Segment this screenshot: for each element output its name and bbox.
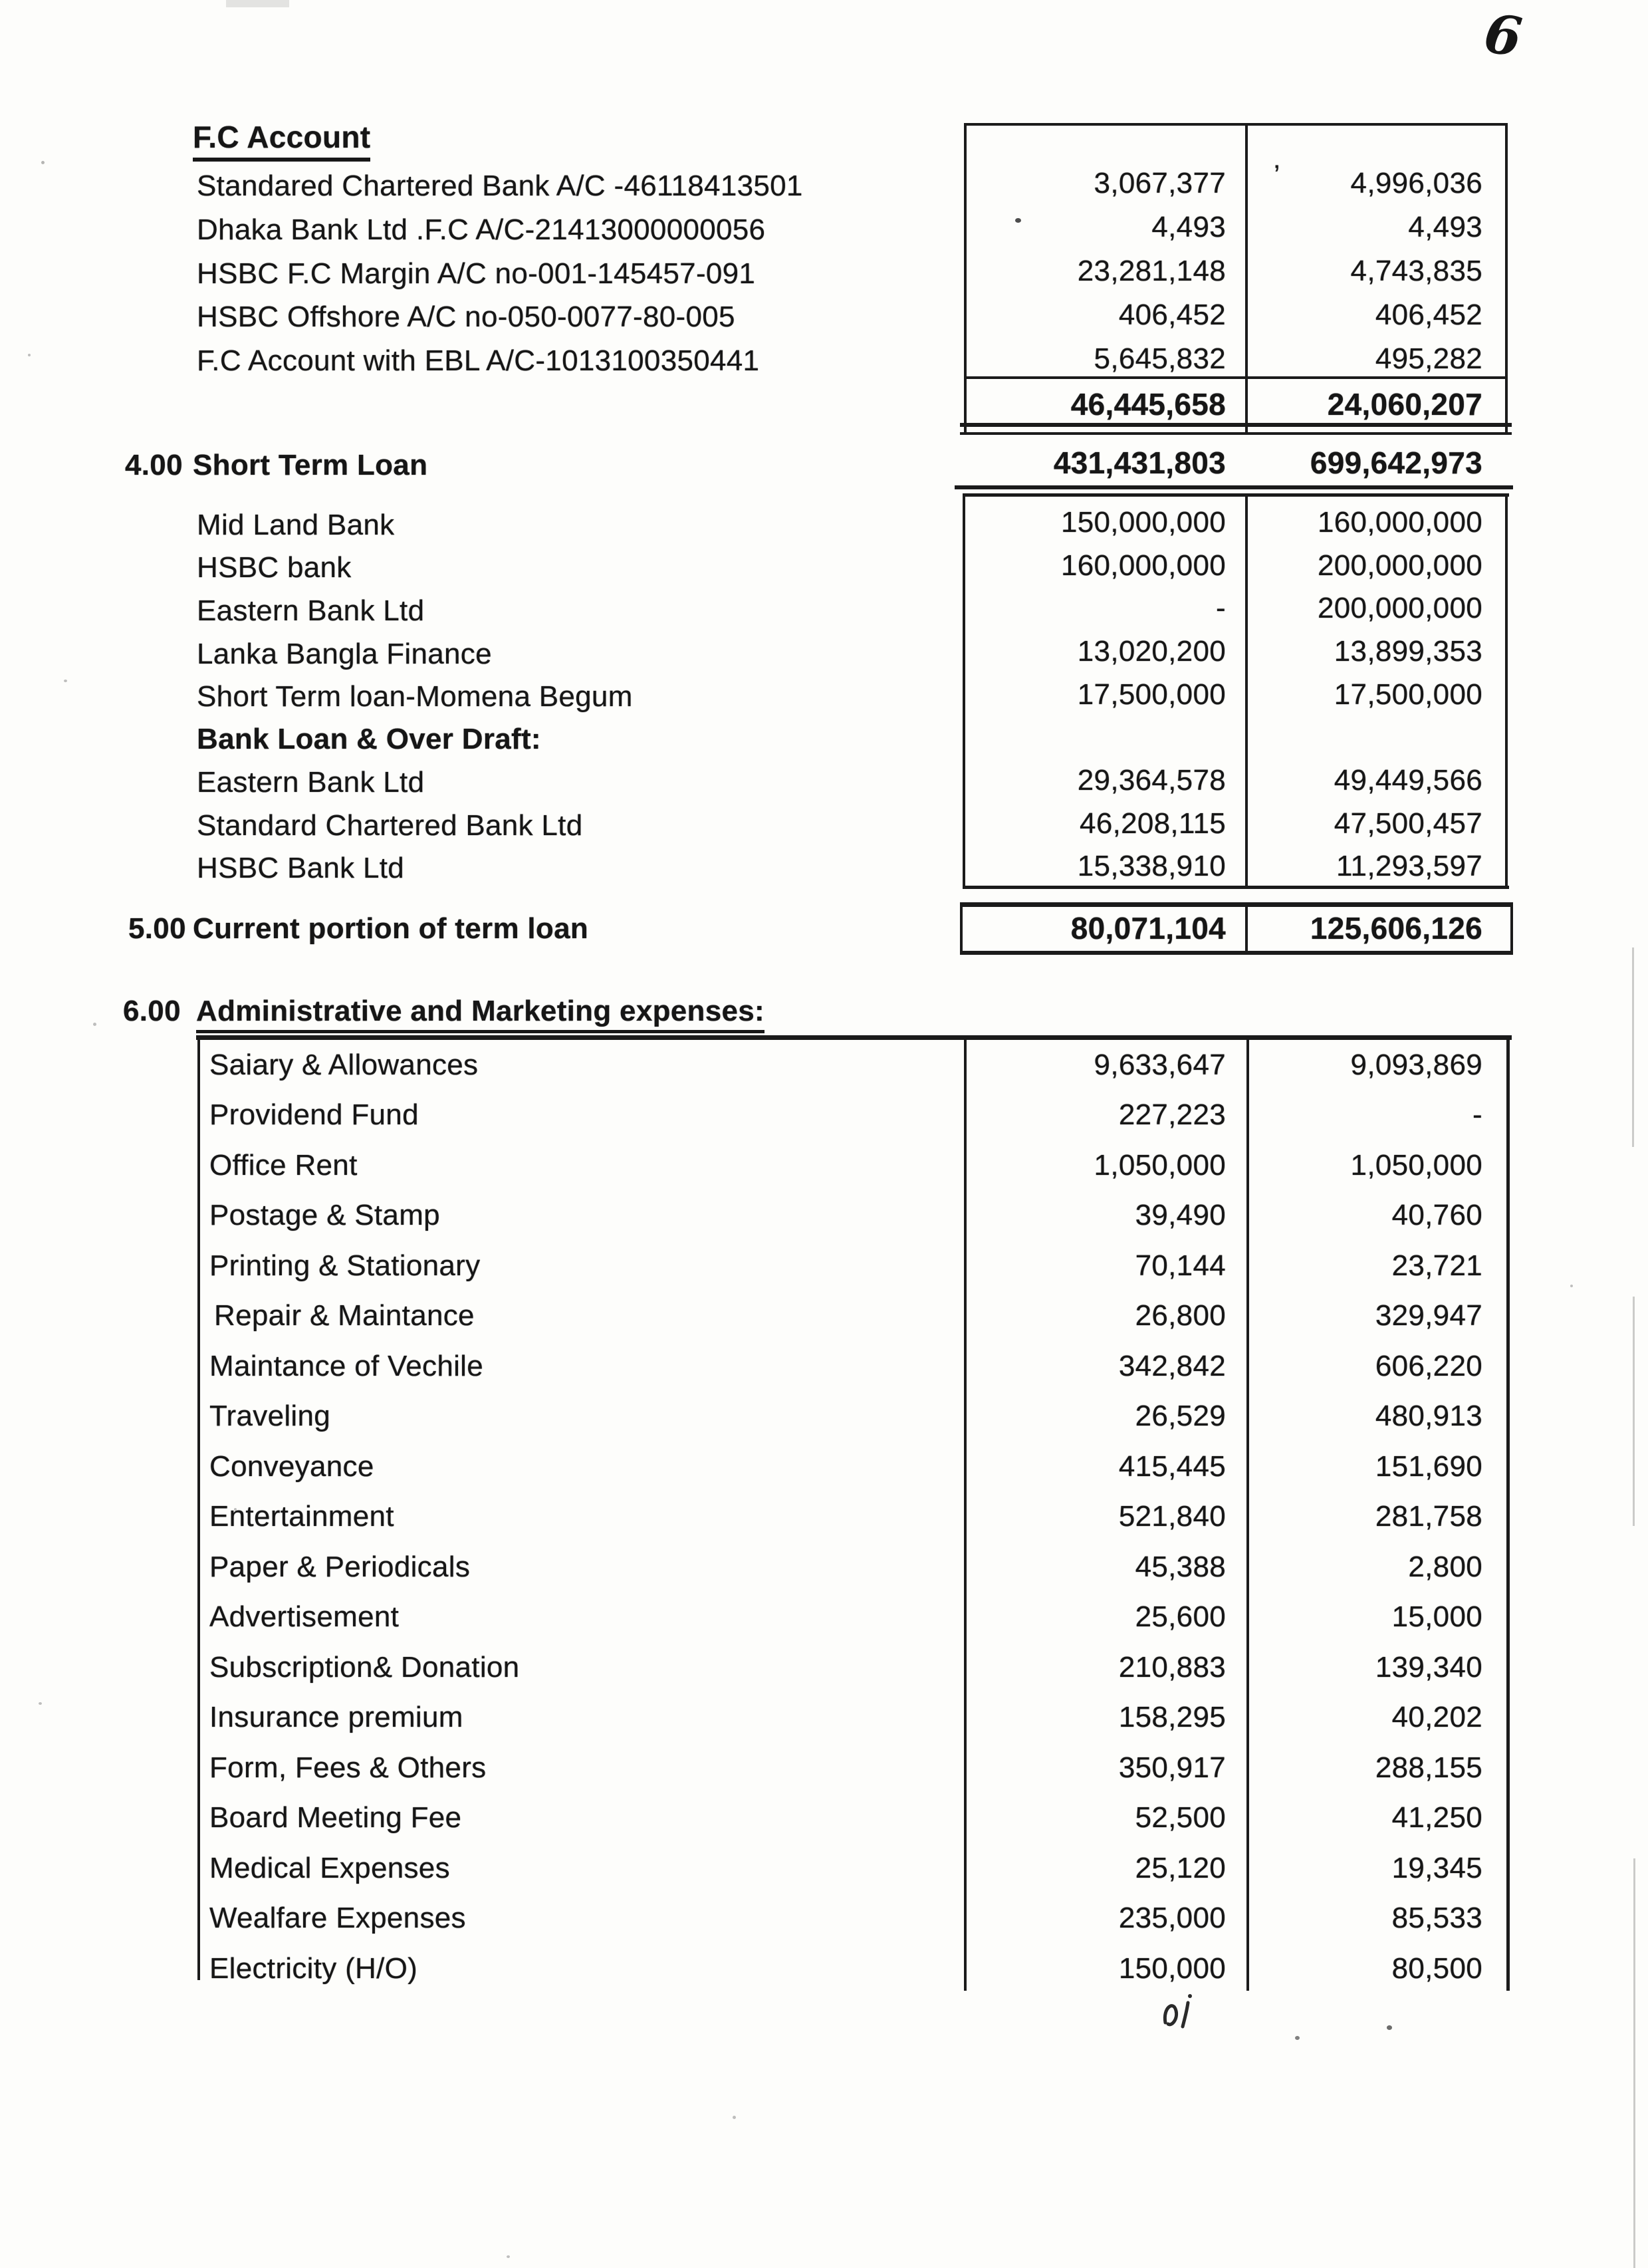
ame-row-value-current: 350,917 <box>1118 1751 1226 1784</box>
scan-speck <box>234 1508 237 1511</box>
ame-row-value-current: 415,445 <box>1118 1450 1226 1483</box>
scan-speck <box>41 161 45 164</box>
ame-row-label: Office Rent <box>209 1149 358 1182</box>
fc-row-value-previous: 4,493 <box>1408 211 1482 243</box>
ame-row-value-current: 9,633,647 <box>1094 1049 1226 1081</box>
stl-row-value-current: 46,208,115 <box>1080 807 1226 840</box>
ame-row-label: Providend Fund <box>209 1098 419 1131</box>
stl-row-value-current: 150,000,000 <box>1061 506 1226 539</box>
stl-row-value-current: - <box>1216 592 1226 624</box>
ame-row-label: Repair & Maintance <box>214 1299 475 1332</box>
fc-row-value-current: 406,452 <box>1118 299 1226 331</box>
ame-table-left-rule <box>197 1035 200 1980</box>
stl-row-label: Mid Land Bank <box>197 509 395 541</box>
ame-row-value-current: 235,000 <box>1118 1902 1226 1934</box>
stl-row-value-previous: 160,000,000 <box>1318 506 1482 539</box>
fc-row-label: F.C Account with EBL A/C-1013100350441 <box>197 344 760 377</box>
fc-row-value-previous: 4,996,036 <box>1350 167 1482 199</box>
ame-table-col1-rule <box>964 1035 967 1991</box>
handwritten-page-number: 6 <box>1480 1 1526 69</box>
fc-row-value-current: 4,493 <box>1151 211 1226 243</box>
ame-row-value-current: 39,490 <box>1135 1199 1226 1231</box>
ame-row-value-previous: 40,760 <box>1391 1199 1482 1231</box>
stl-row-value-current: 29,364,578 <box>1077 764 1226 797</box>
fc-table-left-rule <box>964 123 967 434</box>
ame-row-label: Entertainment <box>209 1500 394 1533</box>
ame-row-value-previous: - <box>1472 1098 1482 1131</box>
ame-row-value-previous: 480,913 <box>1375 1400 1482 1432</box>
stl-total-current: 431,431,803 <box>1053 445 1226 480</box>
ame-row-value-previous: 329,947 <box>1375 1299 1482 1332</box>
ame-row-value-current: 521,840 <box>1118 1500 1226 1533</box>
stl-row-label: HSBC bank <box>197 551 352 584</box>
fc-row-value-previous: 495,282 <box>1375 342 1482 375</box>
ame-row-value-current: 150,000 <box>1118 1952 1226 1985</box>
ame-row-label: Medical Expenses <box>209 1852 450 1884</box>
scan-edge-line <box>1632 947 1634 1147</box>
stl-row-value-previous: 11,293,597 <box>1336 850 1482 882</box>
section-title-current-portion: Current portion of term loan <box>193 912 589 945</box>
section-number: 4.00 <box>125 449 183 481</box>
stl-row-label: Standard Chartered Bank Ltd <box>197 809 583 842</box>
ame-row-value-current: 158,295 <box>1118 1701 1226 1733</box>
section-number: 5.00 <box>128 912 186 945</box>
ame-row-label: Electricity (H/O) <box>209 1952 418 1985</box>
stl-row-label: Short Term loan-Momena Begum <box>197 680 633 713</box>
fc-row-label: Dhaka Bank Ltd .F.C A/C-21413000000056 <box>197 213 766 246</box>
ame-row-value-previous: 139,340 <box>1375 1651 1482 1684</box>
stl-row-value-previous: 17,500,000 <box>1334 678 1482 711</box>
stl-row-value-previous: 49,449,566 <box>1334 764 1482 797</box>
stl-table-top-rule <box>963 493 1509 497</box>
ame-row-value-previous: 80,500 <box>1391 1952 1482 1985</box>
fc-row-value-current: 23,281,148 <box>1077 255 1226 287</box>
fc-row-label: Standared Chartered Bank A/C -46118413501 <box>197 170 803 202</box>
ame-row-value-current: 25,600 <box>1135 1600 1226 1633</box>
scan-speck <box>1015 218 1021 223</box>
fc-total-top-rule <box>964 376 1508 379</box>
stl-row-label: Lanka Bangla Finance <box>197 638 492 670</box>
ame-row-value-previous: 281,758 <box>1375 1500 1482 1533</box>
scan-speck <box>1387 2025 1392 2030</box>
fc-total-bottom-rule <box>960 423 1512 427</box>
stl-row-value-current: 13,020,200 <box>1077 635 1226 668</box>
stl-table-left-rule <box>963 493 965 889</box>
scan-speck <box>93 1023 96 1026</box>
stl-row-label: HSBC Bank Ltd <box>197 852 405 884</box>
ame-row-value-current: 45,388 <box>1135 1551 1226 1583</box>
cpl-box-top-rule <box>960 902 1513 907</box>
ame-row-value-current: 26,800 <box>1135 1299 1226 1332</box>
cpl-value-current: 80,071,104 <box>1070 911 1226 945</box>
stl-row-value-current: 15,338,910 <box>1077 850 1226 882</box>
ame-table-divider-rule <box>1246 1035 1249 1991</box>
ame-row-value-previous: 1,050,000 <box>1350 1149 1482 1182</box>
ame-row-value-previous: 23,721 <box>1391 1249 1482 1282</box>
ame-row-value-previous: 19,345 <box>1391 1852 1482 1884</box>
stl-subheading-bank-loan-overdraft: Bank Loan & Over Draft: <box>197 723 541 755</box>
ame-row-label: Board Meeting Fee <box>209 1801 462 1834</box>
section-title-admin-marketing-expenses: Administrative and Marketing expenses: <box>196 995 765 1033</box>
ame-row-label: Printing & Stationary <box>209 1249 481 1282</box>
ame-row-label: Postage & Stamp <box>209 1199 440 1231</box>
section-title-fc-account: F.C Account <box>193 121 370 162</box>
ame-table-right-rule <box>1506 1035 1510 1991</box>
ame-row-value-current: 26,529 <box>1135 1400 1226 1432</box>
fc-row-value-previous: 4,743,835 <box>1350 255 1482 287</box>
scan-edge-line <box>1633 1297 1635 1526</box>
ame-row-label: Insurance premium <box>209 1701 463 1733</box>
cpl-box-right-rule <box>1510 902 1513 955</box>
fc-table-top-rule <box>964 123 1508 126</box>
section-title-short-term-loan: Short Term Loan <box>193 449 428 481</box>
fc-row-value-previous: 406,452 <box>1375 299 1482 331</box>
stl-row-value-current: 160,000,000 <box>1061 549 1226 582</box>
handwritten-tick-mark <box>1153 1988 1227 2041</box>
section-number: 6.00 <box>123 995 181 1027</box>
fc-table-right-rule <box>1505 123 1508 434</box>
ame-row-label: Subscription& Donation <box>209 1651 520 1684</box>
cpl-value-previous: 125,606,126 <box>1310 911 1482 945</box>
ame-row-value-previous: 9,093,869 <box>1350 1049 1482 1081</box>
ame-row-value-previous: 41,250 <box>1391 1801 1482 1834</box>
stl-table-bottom-rule <box>963 886 1509 889</box>
ame-row-value-previous: 85,533 <box>1391 1902 1482 1934</box>
cpl-box-left-rule <box>960 902 963 955</box>
ame-row-value-current: 342,842 <box>1118 1350 1226 1382</box>
ame-table-top-rule <box>196 1035 1512 1040</box>
cpl-box-bottom-rule <box>960 951 1513 955</box>
ame-row-label: Advertisement <box>209 1600 400 1633</box>
ame-row-value-current: 210,883 <box>1118 1651 1226 1684</box>
scan-speck <box>1295 2036 1300 2040</box>
stl-row-value-previous: 13,899,353 <box>1334 635 1482 668</box>
scan-speck <box>64 680 67 682</box>
ame-row-value-previous: 15,000 <box>1391 1600 1482 1633</box>
stl-row-value-previous: 200,000,000 <box>1318 592 1482 624</box>
ame-row-value-current: 70,144 <box>1135 1249 1226 1282</box>
ame-row-label: Conveyance <box>209 1450 374 1483</box>
scan-speck <box>507 2255 510 2258</box>
ame-row-value-current: 227,223 <box>1118 1098 1226 1131</box>
stl-row-value-previous: 200,000,000 <box>1318 549 1482 582</box>
stl-table-divider-rule <box>1245 493 1248 889</box>
scan-speck <box>28 354 31 356</box>
scan-edge-line <box>1633 1858 1635 2268</box>
ame-row-label: Saiary & Allowances <box>209 1049 479 1081</box>
ame-row-value-current: 1,050,000 <box>1094 1149 1226 1182</box>
scan-stray-apostrophe-mark: ’ <box>1274 159 1280 190</box>
ame-row-label: Form, Fees & Others <box>209 1751 487 1784</box>
fc-row-label: HSBC F.C Margin A/C no-001-145457-091 <box>197 257 756 290</box>
stl-row-value-previous: 47,500,457 <box>1334 807 1482 840</box>
stl-total-previous: 699,642,973 <box>1310 445 1482 480</box>
ame-row-value-previous: 288,155 <box>1375 1751 1482 1784</box>
scan-speck <box>39 1702 42 1705</box>
scan-edge-smudge <box>226 0 289 7</box>
ame-row-label: Maintance of Vechile <box>209 1350 484 1382</box>
scan-speck <box>1570 1285 1573 1287</box>
fc-row-value-current: 3,067,377 <box>1094 167 1226 199</box>
ame-row-value-previous: 2,800 <box>1408 1551 1482 1583</box>
ame-row-value-previous: 606,220 <box>1375 1350 1482 1382</box>
ame-row-label: Traveling <box>209 1400 331 1432</box>
ame-row-value-current: 25,120 <box>1135 1852 1226 1884</box>
fc-table-divider-rule <box>1245 123 1248 434</box>
scan-speck <box>733 2116 736 2119</box>
stl-total-underline <box>955 485 1513 489</box>
ame-row-value-current: 52,500 <box>1135 1801 1226 1834</box>
ame-row-label: Paper & Periodicals <box>209 1551 471 1583</box>
fc-row-value-current: 5,645,832 <box>1094 342 1226 375</box>
stl-row-value-current: 17,500,000 <box>1077 678 1226 711</box>
cpl-box-divider-rule <box>1245 902 1248 955</box>
fc-row-label: HSBC Offshore A/C no-050-0077-80-005 <box>197 301 735 333</box>
fc-total-current: 46,445,658 <box>1070 387 1226 422</box>
ame-row-label: Wealfare Expenses <box>209 1902 466 1934</box>
fc-total-double-rule <box>960 432 1512 435</box>
stl-row-label: Eastern Bank Ltd <box>197 594 425 627</box>
stl-table-right-rule <box>1505 493 1508 889</box>
ame-row-value-previous: 151,690 <box>1375 1450 1482 1483</box>
fc-total-previous: 24,060,207 <box>1327 387 1482 422</box>
stl-row-label: Eastern Bank Ltd <box>197 766 425 799</box>
ame-row-value-previous: 40,202 <box>1391 1701 1482 1733</box>
